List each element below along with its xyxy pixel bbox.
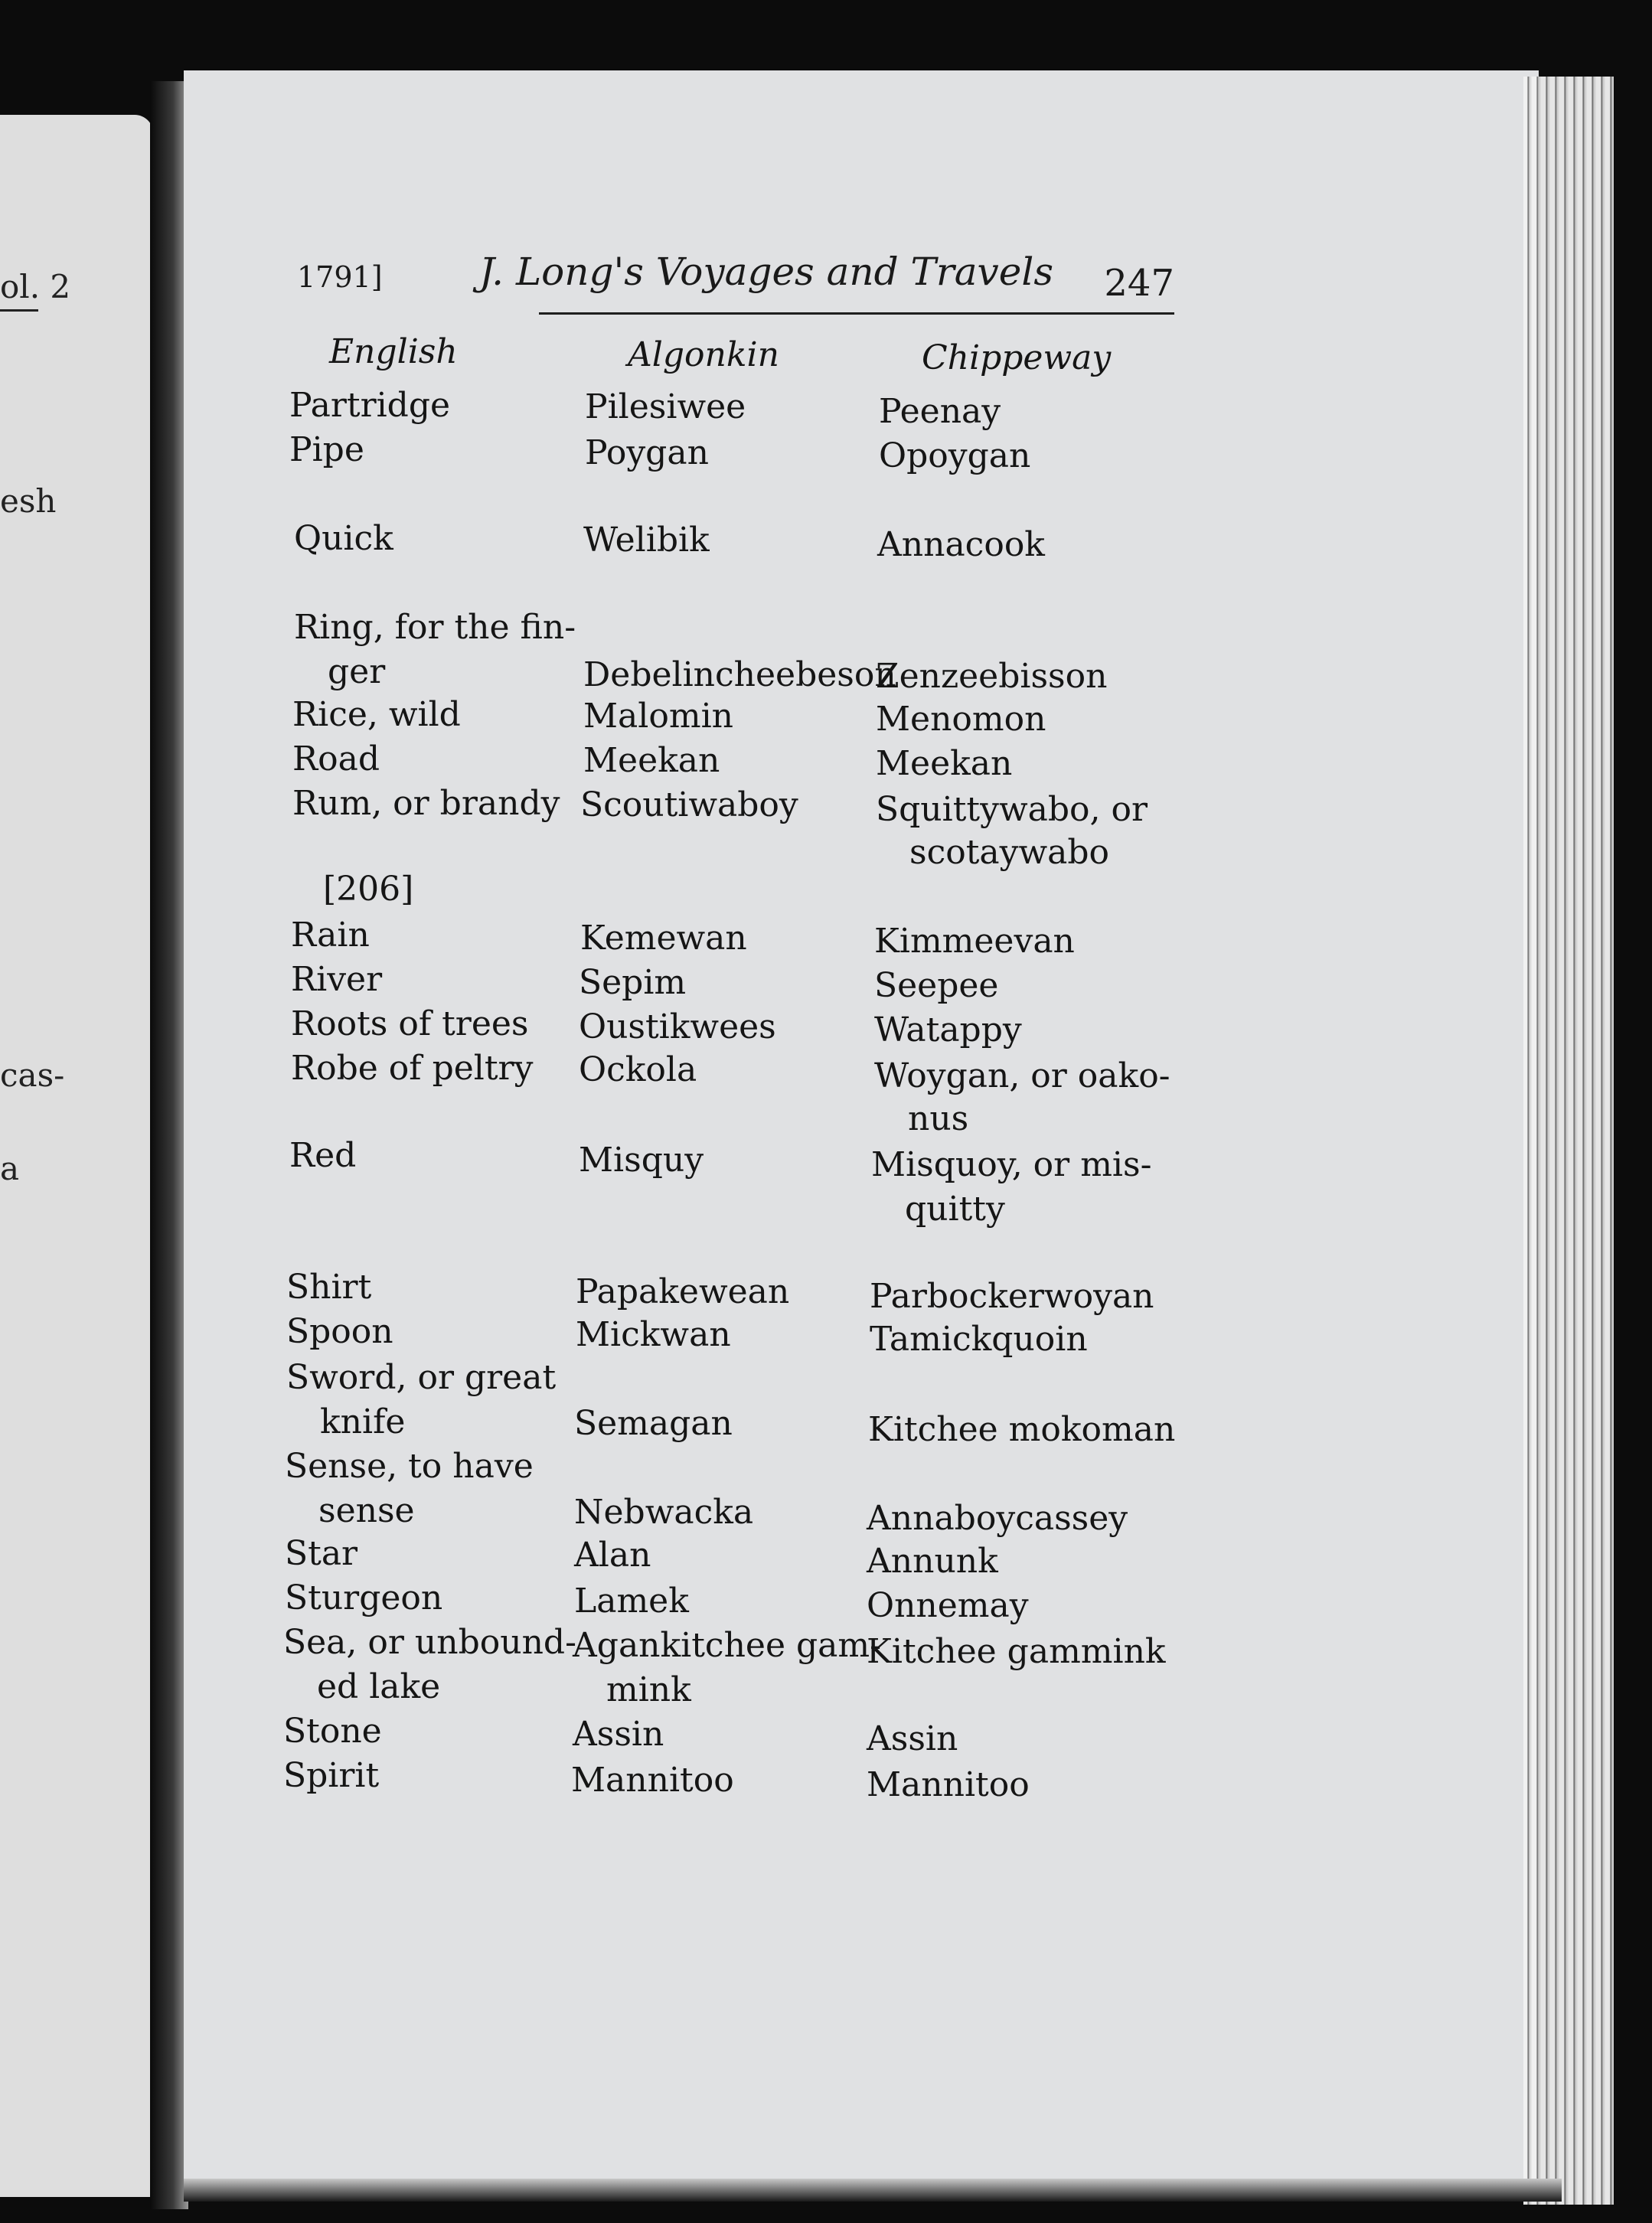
english-word: Star [285,1534,358,1573]
algonkin-word: Sepim [579,963,687,1002]
left-page-fragment: cas- [0,1056,65,1094]
english-word: River [291,960,383,999]
left-page-fragment: a [0,1150,20,1187]
algonkin-word: Meekan [583,741,720,780]
english-word: Spirit [283,1756,380,1795]
algonkin-word: Mannitoo [571,1761,734,1800]
chippeway-word: Woygan, or oako- [874,1056,1170,1095]
chippeway-word: Annaboycassey [867,1499,1128,1538]
header-year: 1791] [297,260,383,294]
english-word: Sense, to have [285,1447,534,1486]
chippeway-word: Tamickquoin [870,1320,1088,1359]
english-word: Sturgeon [285,1578,443,1617]
header-rule [539,312,1174,315]
page-number: 247 [1104,262,1174,305]
chippeway-word: Squittywabo, or [876,790,1148,829]
algonkin-word: Debelincheebeson [583,655,896,694]
english-word: Rice, wild [292,695,461,734]
running-header [297,243,1174,312]
page-bottom-edge [184,2179,1562,2202]
column-header-chippeway: Chippeway [922,338,1112,377]
left-page-rule [0,309,38,312]
english-word-continued: ed lake [317,1667,441,1706]
left-page-fragment: ol. 2 [0,268,71,305]
chippeway-word: Parbockerwoyan [870,1277,1154,1316]
english-word-continued: knife [320,1402,406,1441]
chippeway-word: Mannitoo [867,1765,1030,1804]
algonkin-word: Semagan [574,1404,733,1443]
chippeway-word: Assin [867,1719,958,1758]
chippeway-word: Menomon [876,700,1046,739]
algonkin-word: Scoutiwaboy [580,785,798,824]
algonkin-word: Welibik [583,521,710,560]
english-word-continued: sense [318,1491,415,1530]
algonkin-word: Kemewan [580,919,747,958]
english-word: Partridge [289,386,451,425]
chippeway-word: Misquoy, or mis- [871,1145,1152,1184]
algonkin-word: Misquy [579,1141,704,1180]
english-word: Shirt [286,1268,372,1307]
english-word: Robe of peltry [291,1049,534,1088]
left-page-fragment: esh [0,482,57,520]
original-page-marker: [206] [323,870,414,909]
algonkin-word: Lamek [574,1582,689,1621]
english-word: Sword, or great [286,1358,557,1397]
column-header-algonkin: Algonkin [628,335,779,374]
chippeway-word: Kitchee mokoman [868,1410,1176,1449]
english-word: Ring, for the fin- [294,608,576,647]
algonkin-word-continued: mink [606,1670,691,1709]
chippeway-word: Peenay [879,392,1001,431]
english-word: Road [292,739,380,779]
chippeway-word: Kitchee gammink [867,1632,1166,1671]
algonkin-word: Poygan [585,433,709,472]
chippeway-word-continued: quitty [905,1190,1005,1229]
algonkin-word: Malomin [583,697,733,736]
chippeway-word: Opoygan [879,436,1031,475]
chippeway-word: Seepee [874,966,999,1005]
english-word: Red [289,1136,357,1175]
column-header-english: English [329,332,458,371]
algonkin-word: Ockola [579,1050,697,1089]
chippeway-word: Zenzeebisson [876,657,1108,696]
algonkin-word: Nebwacka [574,1493,754,1532]
chippeway-word: Watappy [874,1010,1022,1049]
algonkin-word: Alan [574,1536,651,1575]
left-page [0,115,153,2197]
algonkin-word: Oustikwees [579,1007,776,1046]
english-word: Sea, or unbound- [283,1623,576,1662]
english-word: Pipe [289,430,364,469]
chippeway-word: Onnemay [867,1586,1029,1625]
algonkin-word: Mickwan [576,1315,731,1354]
header-title: J. Long's Voyages and Travels [479,250,1054,294]
english-word: Roots of trees [291,1004,529,1043]
algonkin-word: Assin [573,1715,664,1754]
chippeway-word: Meekan [876,744,1013,783]
english-word: Rain [291,916,370,955]
english-word: Rum, or brandy [292,784,560,823]
algonkin-word: Papakewean [576,1272,790,1311]
algonkin-word: Agankitchee gam- [573,1626,881,1665]
chippeway-word-continued: scotaywabo [909,833,1110,872]
chippeway-word: Annacook [877,525,1045,564]
book-gutter [150,81,188,2209]
english-word-continued: ger [328,652,386,691]
page-edge [1523,77,1614,2205]
english-word: Quick [294,519,393,558]
english-word: Stone [283,1712,382,1751]
algonkin-word: Pilesiwee [585,387,746,426]
chippeway-word: Annunk [867,1542,998,1581]
english-word: Spoon [286,1312,393,1351]
chippeway-word: Kimmeevan [874,922,1075,961]
chippeway-word-continued: nus [908,1099,969,1138]
